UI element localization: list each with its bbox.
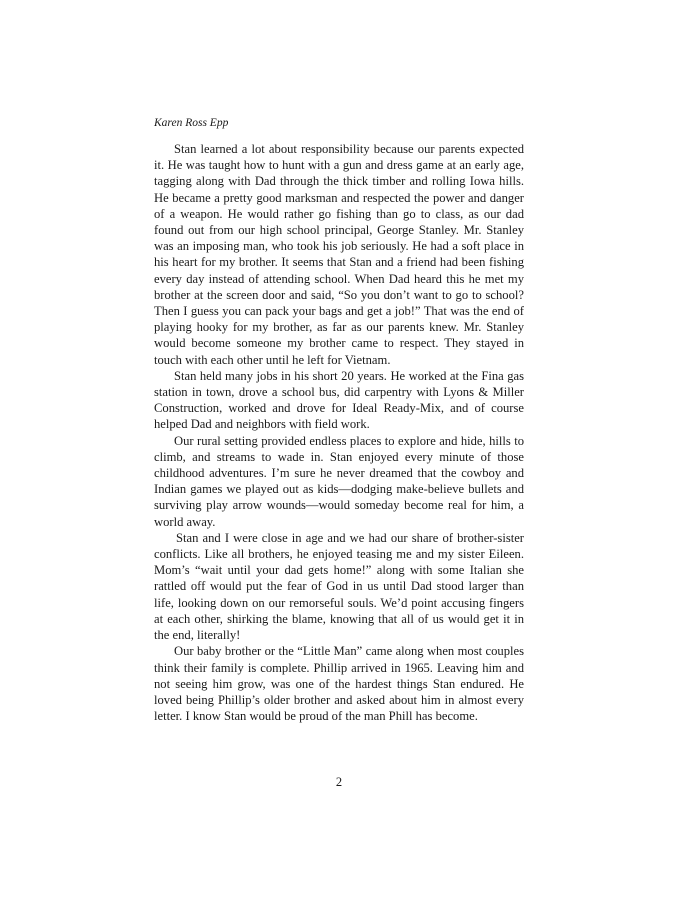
running-head: Karen Ross Epp bbox=[154, 117, 229, 129]
page-content bbox=[154, 116, 524, 724]
paragraph-responsibility: Stan learned a lot about responsibility because our parents expected it. He was taught how to hunt with a gun and dress game at an early age, tagging along with Dad through the thick timber and rolling Iowa hills. He became a pretty good marksman and respected the power and danger of a weapon. He would rather go fishing than go to class, as our dad found out from our high school principal, George Stanley. Mr. Stanley was an imposing man, who took his job seriously. He had a soft place in his heart for my brother. It seems that Stan and a friend had been fishing every day instead of attending school. When Dad heard this he met my brother at the screen door and said, “So you don’t want to go to school? Then I guess you can pack your bags and get a job!” That was the end of playing hooky for my brother, as far as our parents knew. Mr. Stanley would become someone my brother came to respect. They stayed in touch with each other until he left for Vietnam. bbox=[154, 142, 524, 367]
paragraph-sibling-conflicts: Stan and I were close in age and we had our share of brother-sister conflicts. Like all brothers, he enjoyed teasing me and my sister Eileen. Mom’s “wait until your dad gets home!” along with some Italian she rattled off would put the fear of God in us until Dad stood larger than life, looking down on our remorseful souls. We’d point accusing fingers at each other, shirking the blame, knowing that all of us would get it in the end, literally! bbox=[154, 530, 524, 643]
page-number: 2 bbox=[335, 775, 343, 789]
paragraph-rural-setting: Our rural setting provided endless places to explore and hide, hills to climb, and streams to wade in. Stan enjoyed every minute of those childhood adventures. I’m sure he never dreamed that the cowboy and Indian games we played out as kids—dodging make-believe bullets and surviving play arrow wounds—would someday become real for him, a world away. bbox=[154, 433, 524, 529]
paragraph-baby-brother: Our baby brother or the “Little Man” came along when most couples think their family is complete. Phillip arrived in 1965. Leaving him and not seeing him grow, was one of the hardest things Stan endured. He loved being Phillip’s older brother and asked about him in almost every letter. I know Stan would be proud of the man Phill has become. bbox=[154, 644, 524, 724]
paragraph-jobs: Stan held many jobs in his short 20 years. He worked at the Fina gas station in town, drove a school bus, did carpentry with Lyons & Miller Construction, worked and drove for Ideal Ready-Mix, and of course helped Dad and neighbors with field work. bbox=[154, 368, 524, 432]
body-text bbox=[154, 141, 524, 724]
